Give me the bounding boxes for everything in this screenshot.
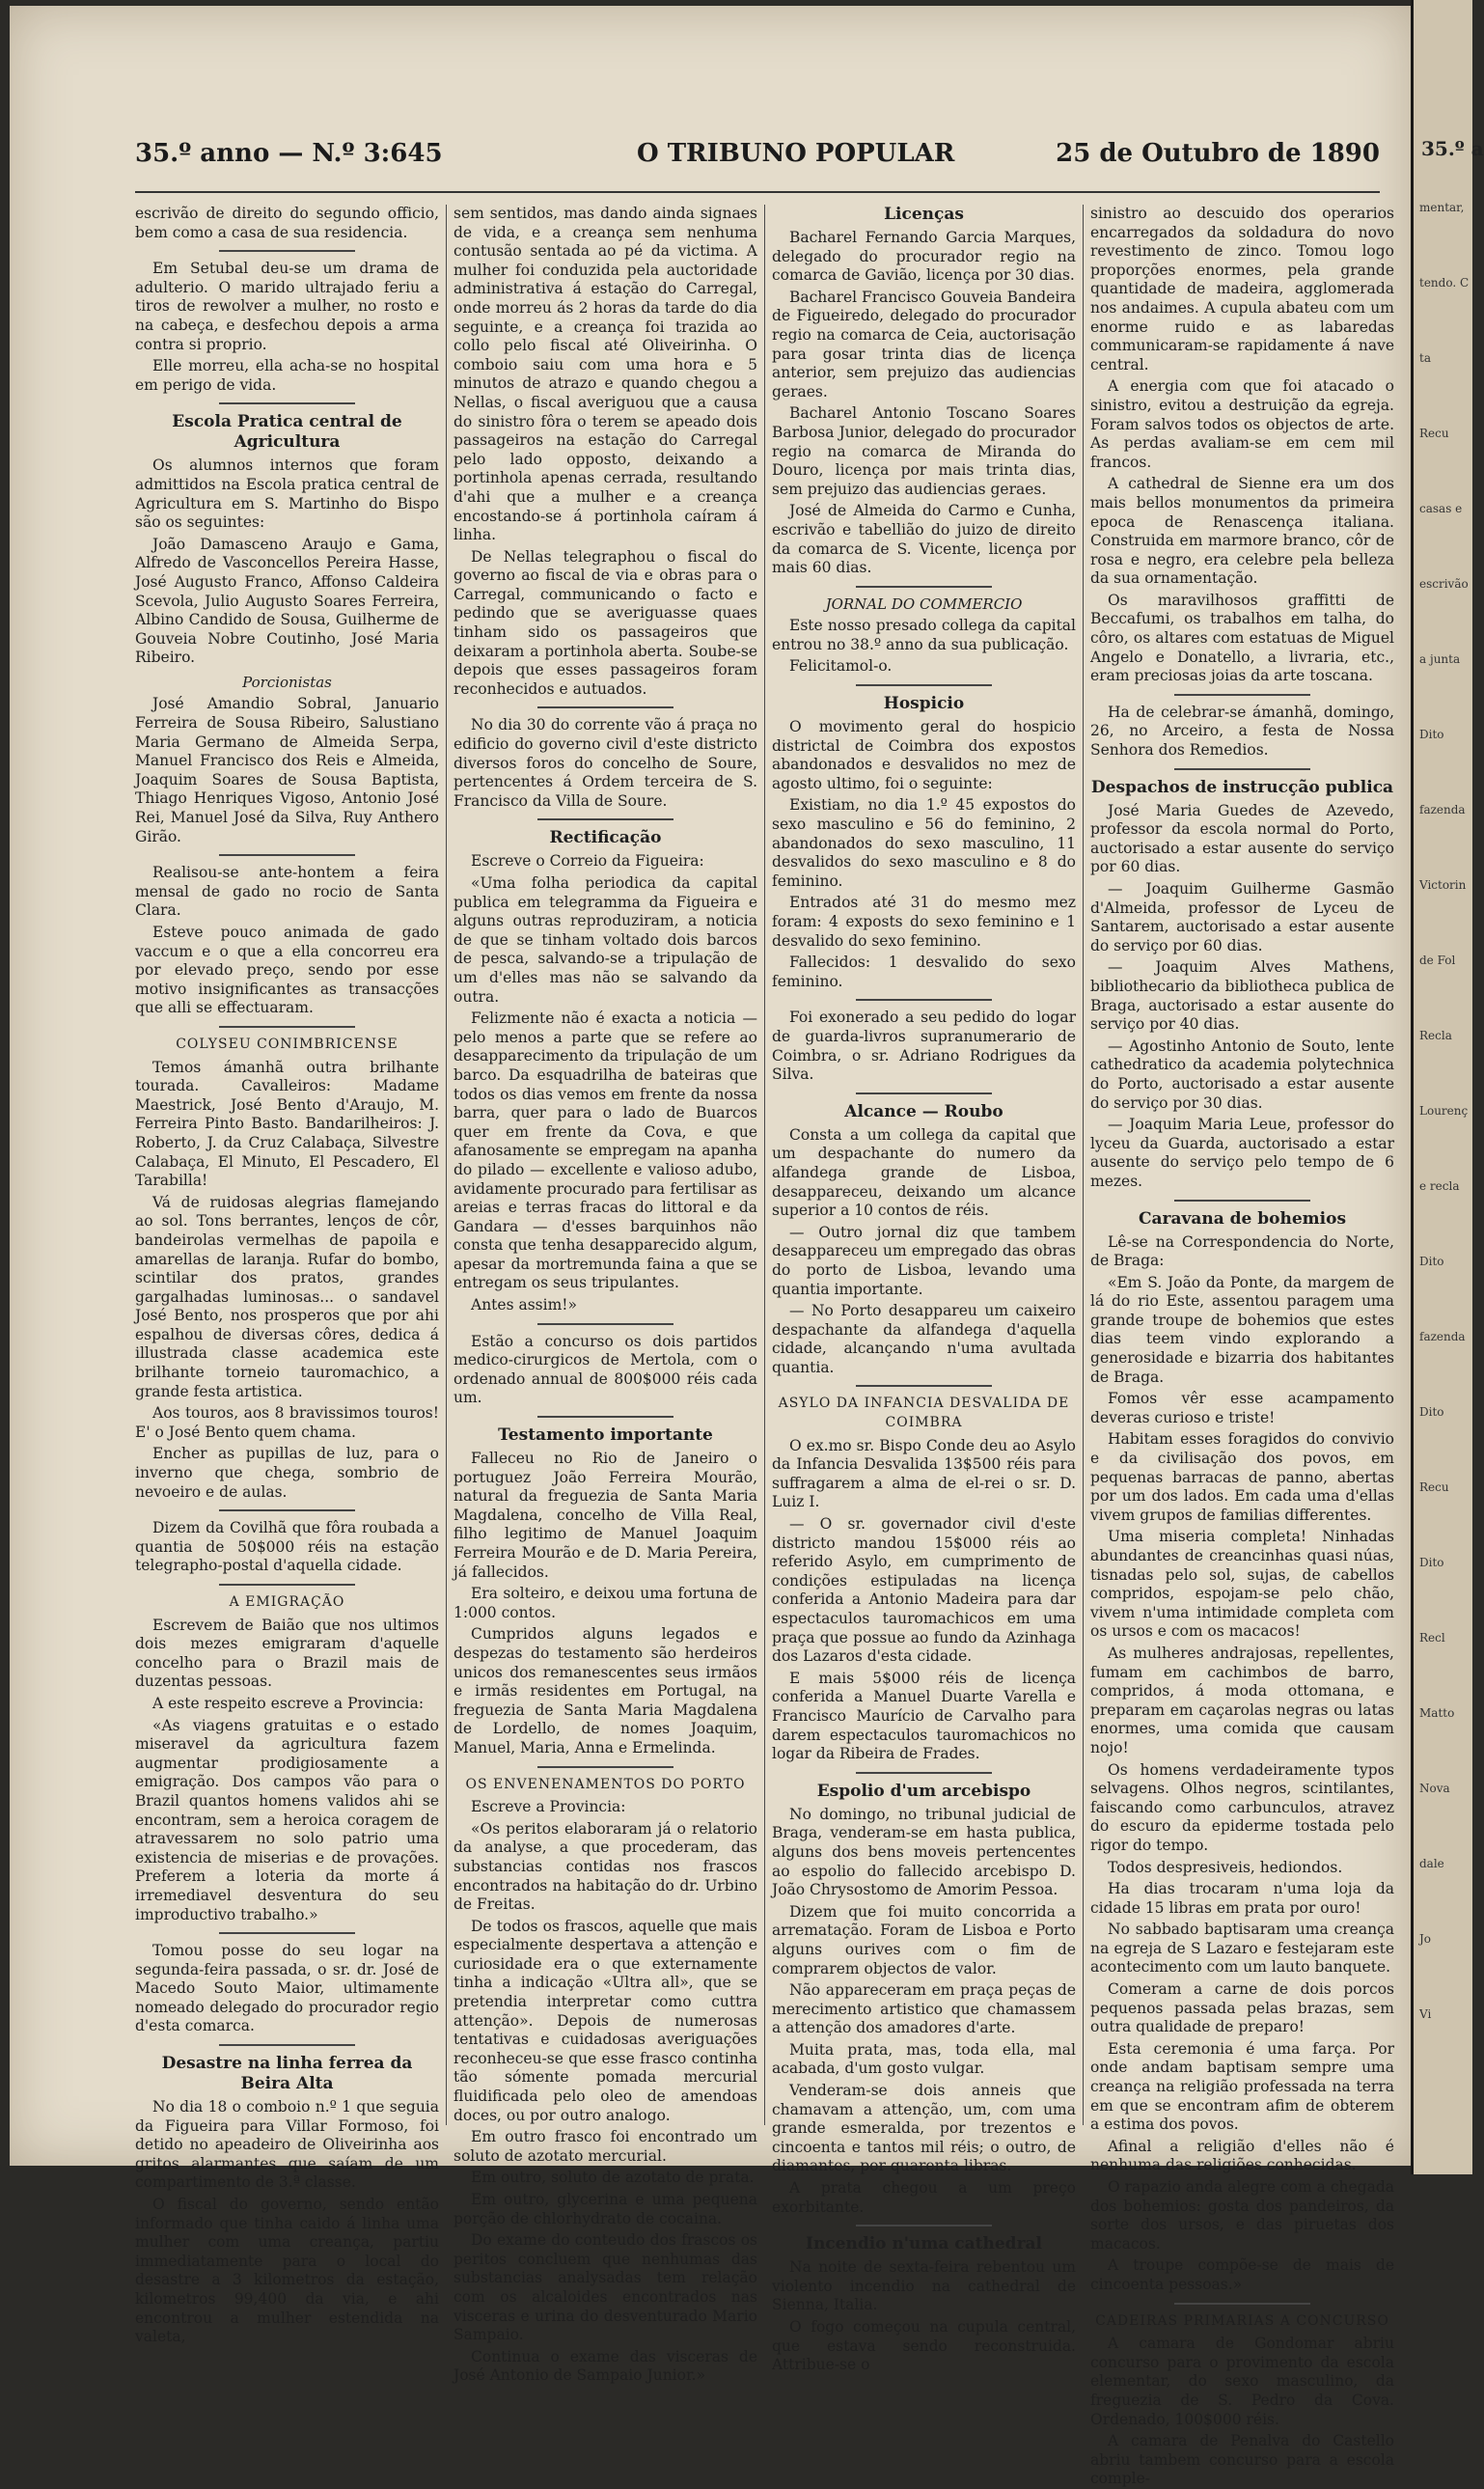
separator: [219, 1932, 356, 1934]
paragraph: Bacharel Antonio Toscano Soares Barbosa Junior, delegado do procurador regio na comarca de Miranda do Douro, licença por mais trinta dias, sem prejuizo das audiencias geraes.: [772, 404, 1076, 498]
next-page-fragment: Vi: [1419, 2007, 1432, 2021]
paragraph: Habitam esses foragidos do convivio e da civilisação dos povos, em pequenas barracas de panno, abertas por um dos lados. Em cada uma d'ellas vivem grupos de familias differentes.: [1090, 1430, 1394, 1524]
separator: [1174, 1200, 1311, 1202]
next-page-fragment: mentar,: [1419, 201, 1465, 214]
headline: Caravana de bohemios: [1138, 1208, 1347, 1229]
separator: [219, 854, 356, 856]
masthead-rule: [135, 191, 1380, 193]
paragraph: Aos touros, aos 8 bravissimos touros! E' o José Bento quem chama.: [135, 1404, 439, 1441]
paragraph: José Maria Guedes de Azevedo, professor da escola normal do Porto, auctorisado a estar ausente do serviço por 60 dias.: [1090, 801, 1394, 876]
paragraph: A troupe compõe-se de mais de cincoenta pessoas.»: [1090, 2256, 1394, 2293]
paragraph: Falleceu no Rio de Janeiro o portuguez João Ferreira Mourão, natural da freguezia de Santa Maria Magdalena, concelho de Villa Real, filho legitimo de Manuel Joaquim Ferreira Mourão e de D. Maria Pereira, já fallecidos.: [453, 1450, 757, 1581]
headline: Hospicio: [883, 694, 965, 714]
paragraph: A energia com que foi atacado o sinistro, evitou a destruição da egreja. Foram salvos todos os objectos de arte. As perdas avaliam-se em cem mil francos.: [1090, 377, 1394, 471]
paragraph: Ha de celebrar-se ámanhã, domingo, 26, no Arceiro, a festa de Nossa Senhora dos Remedios.: [1090, 703, 1394, 760]
next-page-fragment: de Fol: [1419, 954, 1456, 967]
paragraph: De todos os frascos, aquelle que mais especialmente despertava a attenção e curiosidade era o que externamente tinha a indicação «Ultra all», que se pretendia interpretar como cuttra attenção». Depois de numerosas tentativas e cuidadosas averiguações reconheceu-se que esse frasco continha tão sómente pomada mercurial fluidificada pelo oleo de amendoas doces, ou por outro analogo.: [453, 1917, 757, 2124]
column-rule: [446, 205, 447, 2125]
column-3: [772, 205, 1076, 2374]
headline: Alcance — Roubo: [844, 1101, 1003, 1121]
next-page-fragment: Dito: [1419, 1556, 1444, 1569]
separator: [1174, 694, 1311, 696]
paragraph: Consta a um collega da capital que um despachante do numero da alfandega grande de Lisboa, desappareceu, deixando um alcance superior a 10 contos de réis.: [772, 1125, 1076, 1220]
paragraph: Esta ceremonia é uma farça. Por onde andam baptisam sempre uma creança na religião professada na terra em que se encontram afim de obterem a estima dos povos.: [1090, 2039, 1394, 2134]
paragraph: escrivão de direito do segundo officio, bem como a casa de sua residencia.: [135, 205, 439, 241]
paragraph: O movimento geral do hospicio districtal de Coimbra dos expostos abandonados e desvalidos no mez de agosto ultimo, foi o seguinte:: [772, 718, 1076, 792]
paragraph: Comeram a carne de dois porcos pequenos passada pelas brazas, sem outra qualidade de preparo!: [1090, 1980, 1394, 2036]
next-page-fragment: Matto: [1419, 1706, 1455, 1720]
headline: ASYLO DA INFANCIA DESVALIDA DE COIMBRA: [778, 1396, 1070, 1431]
paragraph: As mulheres andrajosas, repellentes, fumam em cachimbos de barro, compridos, á moda ottomana, e preparam em caçarolas negras ou latas enormes, uma comida que causam nojo!: [1090, 1644, 1394, 1756]
next-page-fragment: Recu: [1419, 427, 1449, 440]
paragraph: — Joaquim Guilherme Gasmão d'Almeida, professor de Lyceu de Santarem, auctorisado a estar ausente do serviço por 60 dias.: [1090, 880, 1394, 954]
next-page-fragment: Dito: [1419, 728, 1444, 741]
headline: Incendio n'uma cathedral: [806, 2234, 1042, 2254]
paragraph: Na noite de sexta-feira rebentou um violento incendio na cathedral de Sienna, Italia.: [772, 2258, 1076, 2314]
paragraph: Uma miseria completa! Ninhadas abundantes de creancinhas quasi núas, tisnadas pelo sol, sujas, de cabellos compridos, espojam-se pelo chão, vivem n'uma intimidade completa com os ursos e com os macacos!: [1090, 1528, 1394, 1641]
paragraph: Entrados até 31 do mesmo mez foram: 4 exposts do sexo feminino e 1 desvalido do sexo feminino.: [772, 894, 1076, 950]
issue-date: 25 de Outubro de 1890: [1056, 139, 1380, 168]
paragraph: Estão a concurso os dois partidos medico-cirurgicos de Mertola, com o ordenado annual de 800$000 réis cada um.: [453, 1332, 757, 1407]
next-page-header: 35.º a: [1421, 137, 1484, 160]
paragraph: — Agostinho Antonio de Souto, lente cathedratico da academia polytechnica do Porto, auctorisado a estar ausente do serviço por 30 dias.: [1090, 1037, 1394, 1112]
paragraph: Os homens verdadeiramente typos selvagens. Olhos negros, scintilantes, faiscando como carbunculos, atravez do escuro da epiderme tostada pelo rigor do tempo.: [1090, 1760, 1394, 1854]
separator: [856, 586, 993, 588]
headline: CADEIRAS PRIMARIAS A CONCURSO: [1095, 2312, 1389, 2329]
separator: [856, 2225, 993, 2226]
column-4: [1090, 205, 1394, 2488]
next-page-fragment: Dito: [1419, 1255, 1444, 1268]
masthead: [135, 139, 1380, 174]
paragraph: sinistro ao descuido dos operarios encarregados da soldadura do novo revestimento de zinco. Tomou logo proporções enormes, pela grande quantidade de madeira, agglomerada nos andaimes. A cupula abateu com um enorme ruido e as labaredas communicaram-se rapidamente á nave central.: [1090, 205, 1394, 373]
paragraph: Elle morreu, ella acha-se no hospital em perigo de vida.: [135, 357, 439, 394]
separator: [219, 1026, 356, 1028]
separator: [219, 402, 356, 404]
next-page-fragment: dale: [1419, 1857, 1444, 1870]
paragraph: José Amandio Sobral, Januario Ferreira de Sousa Ribeiro, Salustiano Maria Germano de Almeida Serpa, Manuel Francisco dos Reis e Almeida, Joaquim Soares de Sousa Baptista, Thiago Henriques Vigoso, Antonio José Rei, Manuel José da Silva, Ruy Anthero Girão.: [135, 695, 439, 845]
paragraph: Fallecidos: 1 desvalido do sexo feminino.: [772, 954, 1076, 990]
paragraph: Dizem da Covilhã que fôra roubada a quantia de 50$000 réis na estação telegrapho-postal d'aquella cidade.: [135, 1519, 439, 1575]
separator: [537, 1416, 674, 1418]
column-2: [453, 205, 757, 2385]
paragraph: O fiscal do governo, sendo então informado que tinha caido á linha uma mulher com uma creança, partiu immediatamente para o local do desastre a 3 kilometros da estação, kilometros 99,400 da via, e ahi encontrou a mulher estendida na valeta,: [135, 2196, 439, 2346]
next-page-fragment: Victorin: [1419, 878, 1467, 892]
headline: OS ENVENENAMENTOS DO PORTO: [465, 1776, 746, 1792]
paragraph: «Em S. João da Ponte, da margem de lá do rio Este, assentou paragem uma grande troupe de bohemios que estes dias teem vindo explorando a generosidade e bizarria dos habitantes de Braga.: [1090, 1273, 1394, 1386]
headline: Espolio d'um arcebispo: [816, 1781, 1031, 1801]
next-page-fragment: escrivão: [1419, 577, 1469, 591]
paragraph: Fomos vêr esse acampamento deveras curioso e triste!: [1090, 1390, 1394, 1426]
paragraph: Escreve o Correio da Figueira:: [471, 852, 704, 871]
paragraph: — Joaquim Alves Mathens, bibliothecario da bibliotheca publica de Braga, auctorisado a estar ausente do serviço por 40 dias.: [1090, 958, 1394, 1034]
paragraph: Era solteiro, e deixou uma fortuna de 1:000 contos.: [453, 1585, 757, 1621]
paragraph: Encher as pupillas de luz, para o inverno que chega, sombrio de nevoeiro e de aulas.: [135, 1445, 439, 1501]
paragraph: «Uma folha periodica da capital publica em telegramma da Figueira e alguns outras reproduziram, a noticia de que se tinham voltado dois barcos de pesca, salvando-se a tripulação de um d'elles mas não se salvando da outra.: [453, 874, 757, 1006]
paragraph: De Nellas telegraphou o fiscal do governo ao fiscal de via e obras para o Carregal, communicando o facto e pedindo que se averiguasse quaes tinham sido os passageiros que deixaram a portinhola aberta. Soube-se depois que esses passageiros foram reconhecidos e autuados.: [453, 547, 757, 698]
separator: [1174, 768, 1311, 770]
paragraph: Muita prata, mas, toda ella, mal acabada, d'um gosto vulgar.: [772, 2040, 1076, 2078]
separator: [856, 684, 993, 686]
headline: A EMIGRAÇÃO: [229, 1594, 345, 1610]
paragraph: A camara de Gondomar abriu concurso para o provimento da escola elementar, do sexo masculino, da freguezia de S. Pedro da Cova. Ordenado, 100$000 réis.: [1090, 2335, 1394, 2428]
separator: [537, 1766, 674, 1768]
paragraph: Em outro frasco foi encontrado um soluto de azotato mercurial.: [453, 2128, 757, 2165]
paragraph: No dia 30 do corrente vão á praça no edificio do governo civil d'este districto diversos foros do concelho de Soure, pertencentes á Ordem terceira de S. Francisco da Villa de Soure.: [453, 716, 757, 810]
paragraph: «Os peritos elaboraram já o relatorio da analyse, a que procederam, das substancias contidas nos frascos encontrados na habitação do dr. Urbino de Freitas.: [453, 1819, 757, 1914]
next-page-fragment: ta: [1419, 351, 1431, 365]
paragraph: A camara de Penalva do Castello abriu tambem concurso para a escola comple-: [1090, 2432, 1394, 2488]
next-page-fragment: Recu: [1419, 1480, 1449, 1494]
paragraph: No sabbado baptisaram uma creança na egreja de S Lazaro e festejaram este acontecimento com um lauto banquete.: [1090, 1921, 1394, 1977]
paragraph: A cathedral de Sienne era um dos mais bellos monumentos da primeira epoca de Renascença italiana. Construida em marmore branco, côr de rosa e negro, era celebre pela belleza da sua ornamentação.: [1090, 475, 1394, 588]
paragraph: Realisou-se ante-hontem a feira mensal de gado no rocio de Santa Clara.: [135, 864, 439, 920]
paragraph: O rapazio anda alegre com a chegada dos bohemios: gosta dos pandeiros, da sorte dos ursos, e das piruetas dos macacos.: [1090, 2178, 1394, 2253]
separator: [856, 1092, 993, 1094]
paragraph: O fogo começou na cupula central, que estava sendo reconstruida. Attribue-se o: [772, 2318, 1076, 2374]
paragraph: Tomou posse do seu logar na segunda-feira passada, o sr. dr. José de Macedo Souto Maior, ultimamente nomeado delegado do procurador regio d'esta comarca.: [135, 1942, 439, 2035]
paragraph: Afinal a religião d'elles não é nenhuma das religiões conhecidas.: [1090, 2137, 1394, 2174]
separator: [537, 818, 674, 820]
subheading: Porcionistas: [242, 673, 332, 691]
separator: [856, 999, 993, 1001]
headline: COLYSEU CONIMBRICENSE: [176, 1036, 398, 1052]
paragraph: Este nosso presado collega da capital entrou no 38.º anno da sua publicação.: [772, 617, 1076, 653]
paragraph: Venderam-se dois anneis que chamavam a attenção, um, com uma grande esmeralda, por trezentos e cincoenta e tantos mil réis; o outro, de diamantes, por quarenta libras.: [772, 2082, 1076, 2175]
paragraph: Felicitamol-o.: [789, 657, 893, 676]
newspaper-page: [10, 6, 1411, 2488]
separator: [219, 2044, 356, 2046]
separator: [537, 1323, 674, 1325]
next-page-fragment: Lourenç: [1419, 1104, 1469, 1118]
paragraph: No domingo, no tribunal judicial de Braga, venderam-se em hasta publica, alguns dos bens moveis pertencentes ao espolio do fallecido arcebispo D. João Chrysostomo de Amorim Pessoa.: [772, 1805, 1076, 1899]
next-page-fragment: Jo: [1419, 1932, 1432, 1946]
separator: [856, 1385, 993, 1387]
separator: [219, 1509, 356, 1511]
next-page-fragment: fazenda: [1419, 1330, 1466, 1343]
separator: [219, 1584, 356, 1586]
issue-number: 35.º anno — N.º 3:645: [135, 139, 443, 168]
paragraph: — Outro jornal diz que tambem desappareceu um empregado das obras do porto de Lisboa, levando uma quantia importante.: [772, 1223, 1076, 1298]
paragraph: — Joaquim Maria Leue, professor do lyceu da Guarda, auctorisado a estar ausente do serviço pelo tempo de 6 mezes.: [1090, 1116, 1394, 1190]
paragraph: E mais 5$000 réis de licença conferida a Manuel Duarte Varella e Francisco Maurício de Carvalho para darem espectaculos tauromachicos no logar da Ribeira de Frades.: [772, 1669, 1076, 1763]
newspaper-title: O TRIBUNO POPULAR: [637, 139, 955, 168]
headline: Despachos de instrucção publica: [1090, 777, 1394, 797]
next-page-fragment: a junta: [1419, 652, 1461, 666]
paragraph: Bacharel Fernando Garcia Marques, delegado do procurador regio na comarca de Gavião, licença por 30 dias.: [772, 229, 1076, 285]
paragraph: Em outro, soluto de azotato de prata.: [471, 2169, 755, 2187]
paragraph: A este respeito escreve a Provincia:: [152, 1694, 425, 1712]
separator: [219, 250, 356, 252]
next-page-fragment: tendo. C: [1419, 276, 1470, 290]
paragraph: O ex.mo sr. Bispo Conde deu ao Asylo da Infancia Desvalida 13$500 réis para suffragarem a alma de el-rei o sr. D. Luiz I.: [772, 1436, 1076, 1511]
paragraph: José de Almeida do Carmo e Cunha, escrivão e tabellião do juizo de direito da comarca de S. Vicente, licença por mais 60 dias.: [772, 502, 1076, 577]
paragraph: Em outro, glycerina e uma pequena porção de chlorhydrato de cocaina.: [453, 2191, 757, 2227]
next-page-fragment: Recla: [1419, 1029, 1452, 1042]
paragraph: Continua o exame das visceras de José Antonio de Sampaio Junior.»: [453, 2347, 757, 2385]
paragraph: Em Setubal deu-se um drama de adulterio. O marido ultrajado feriu a tiros de rewolver a mulher, no rosto e na cabeça, e desfechou depois a arma contra si proprio.: [135, 260, 439, 353]
next-page-fragment: e recla: [1419, 1179, 1460, 1193]
column-rule: [764, 205, 765, 2125]
paragraph: Felizmente não é exacta a noticia — pelo menos a parte que se refere ao desapparecimento da tripulação de um barco. Da esquadrilha de bateiras que todos os dias vemos em frente da nossa barra, quer para o lado de Buarcos quer em frente da Cova, e que afanosamente se empregam na apanha do pilado — excellente e valioso adubo, avidamente procurado para fertilisar as areias e terras fracas do littoral e da Gandara — d'esses barquinhos não consta que tenha desapparecido algum, apesar da mortremunda faina a que se entregam os seus tripulantes.: [453, 1009, 757, 1292]
paragraph: sem sentidos, mas dando ainda signaes de vida, e a creança sem nenhuma contusão sentada ao pé da victima. A mulher foi conduzida pela auctoridade administrativa á estação do Carregal, onde morreu ás 2 horas da tarde do dia seguinte, e a creança foi trazida ao collo pelo fiscal até Oliveirinha. O comboio saiu com uma hora e 5 minutos de atrazo e quando chegou a Nellas, o fiscal averiguou que a causa do sinistro fôra o terem se apeado dois passageiros na estação do Carregal pelo lado opposto, deixando a portinhola apenas cerrada, resultando d'ahi que a mulher e a creança encostando-se á portinhola caíram á linha.: [453, 205, 757, 544]
paragraph: Bacharel Francisco Gouveia Bandeira de Figueiredo, delegado do procurador regio na comarca de Ceia, auctorisação para gosar trinta dias de licença anterior, sem prejuizo das audiencias geraes.: [772, 288, 1076, 401]
headline: Licenças: [884, 205, 964, 224]
paragraph: Cumpridos alguns legados e despezas do testamento são herdeiros unicos dos remanescentes seus irmãos e irmãs residentes em Portugal, na freguezia de Santa Maria Magdalena de Lordello, de nomes Joaquim, Manuel, Maria, Anna e Ermelinda.: [453, 1625, 757, 1756]
headline: Rectificação: [549, 828, 662, 848]
next-page-edge: [1411, 0, 1484, 2174]
next-page-fragment: Dito: [1419, 1405, 1444, 1419]
paragraph: — No Porto desappareu um caixeiro despachante da alfandega d'aquella cidade, alcançando n'uma avultada quantia.: [772, 1302, 1076, 1376]
separator: [856, 1772, 993, 1774]
headline: Escola Pratica central de Agricultura: [172, 412, 402, 453]
paragraph: No dia 18 o comboio n.º 1 que seguia da Figueira para Villar Formoso, foi detido no apeadeiro de Oliveirinha aos gritos alarmantes que saíam de um compartimento de 3.ª classe.: [135, 2098, 439, 2192]
paragraph: Todos despresiveis, hediondos.: [1108, 1858, 1343, 1876]
separator: [537, 706, 674, 708]
paragraph: Não appareceram em praça peças de merecimento artistico que chamassem a attenção dos amadores d'arte.: [772, 1981, 1076, 2037]
next-page-fragment: casas e: [1419, 502, 1463, 515]
headline: Desastre na linha ferrea da Beira Alta: [161, 2054, 413, 2094]
separator: [1174, 2303, 1311, 2305]
paragraph: Escrevem de Baião que nos ultimos dois mezes emigraram d'aquelle concelho para o Brazil mais de duzentas pessoas.: [135, 1616, 439, 1691]
paragraph: «As viagens gratuitas e o estado miseravel da agricultura fazem augmentar prodigiosamente a emigração. Dos campos vão para o Brazil quantos homens validos ahi se encontram, sem a heroica coragem de atravessarem no solo patrio uma existencia de miserias e de provações. Preferem a loteria da morte á irremediavel desventura do seu improductivo trabalho.»: [135, 1716, 439, 1923]
column-rule: [1083, 205, 1084, 2125]
paragraph: Esteve pouco animada de gado vaccum e o que a ella concorreu era por elevado preço, sendo por esse motivo insignificantes as transacções que alli se effectuaram.: [135, 924, 439, 1017]
paragraph: João Damasceno Araujo e Gama, Alfredo de Vasconcellos Pereira Hasse, José Augusto Franco, Affonso Caldeira Scevola, Julio Augusto Soares Ferreira, Albino Candido de Sousa, Guilherme de Gouveia Nobre Coutinho, José Maria Ribeiro.: [135, 535, 439, 667]
paragraph: Os alumnos internos que foram admittidos na Escola pratica central de Agricultura em S. Martinho do Bispo são os seguintes:: [135, 456, 439, 532]
paragraph: Foi exonerado a seu pedido do logar de guarda-livros supranumerario de Coimbra, o sr. Adriano Rodrigues da Silva.: [772, 1009, 1076, 1084]
paragraph: Ha dias trocaram n'uma loja da cidade 15 libras em prata por ouro!: [1090, 1880, 1394, 1917]
paragraph: — O sr. governador civil d'este districto mandou 15$000 réis ao referido Asylo, em cumprimento de condições estipuladas na licença conferida a Antonio Madeira para dar espectaculos tauromachicos em uma praça que possue ao fundo da Azinhaga dos Lazaros d'esta cidade.: [772, 1515, 1076, 1666]
next-page-fragment: fazenda: [1419, 803, 1466, 816]
paragraph: Lê-se na Correspondencia do Norte, de Braga:: [1090, 1232, 1394, 1270]
paragraph: A prata chegou a um preço exorbitante.: [772, 2179, 1076, 2216]
next-page-fragment: Nova: [1419, 1782, 1450, 1795]
column-1: [135, 205, 439, 2346]
headline: Testamento importante: [498, 1425, 713, 1446]
paragraph: Escreve a Provincia:: [471, 1798, 626, 1816]
paragraph: Vá de ruidosas alegrias flamejando ao sol. Tons berrantes, lenços de côr, bandeirolas vermelhas de papoila e amarellas de laranja. Rufar do bombo, scintilar dos pratos, grandes gargalhadas luminosas... o sandavel José Bento, nos prosperos que por ahi espalhou de diversas côres, dedica á illustrada classe academica este brilhante torneio tauromachico, a grande festa artistica.: [135, 1193, 439, 1400]
paragraph: Os maravilhosos graffitti de Beccafumi, os trabalhos em talha, do côro, os altares com estatuas de Miguel Angelo e Donatello, a livraria, etc., eram preciosas joias da arte toscana.: [1090, 591, 1394, 685]
next-page-fragment: Recl: [1419, 1631, 1445, 1645]
paragraph: Temos ámanhã outra brilhante tourada. Cavalleiros: Madame Maestrick, José Bento d'Araujo, M. Ferreira Pinto Basto. Bandarilheiros: J. Roberto, J. da Cruz Calabaça, Silvestre Calabaça, El Minuto, El Pescadero, El Tarabilla!: [135, 1058, 439, 1190]
headline: JORNAL DO COMMERCIO: [825, 595, 1023, 613]
paragraph: Do exame do conteudo dos frascos os peritos concluem que nenhumas das substancias analysadas tem relação com os alcaloides encontrados nas visceras e urina do desventurado Mario Sampaio.: [453, 2231, 757, 2344]
paragraph: Existiam, no dia 1.º 45 expostos do sexo masculino e 56 do feminino, 2 abandonados do sexo masculino, 11 desvalidos do sexo masculino e 8 do feminino.: [772, 796, 1076, 890]
paragraph: Antes assim!»: [471, 1296, 577, 1314]
paragraph: Dizem que foi muito concorrida a arrematação. Foram de Lisboa e Porto alguns ourives com o fim de comprarem objectos de valor.: [772, 1902, 1076, 1977]
